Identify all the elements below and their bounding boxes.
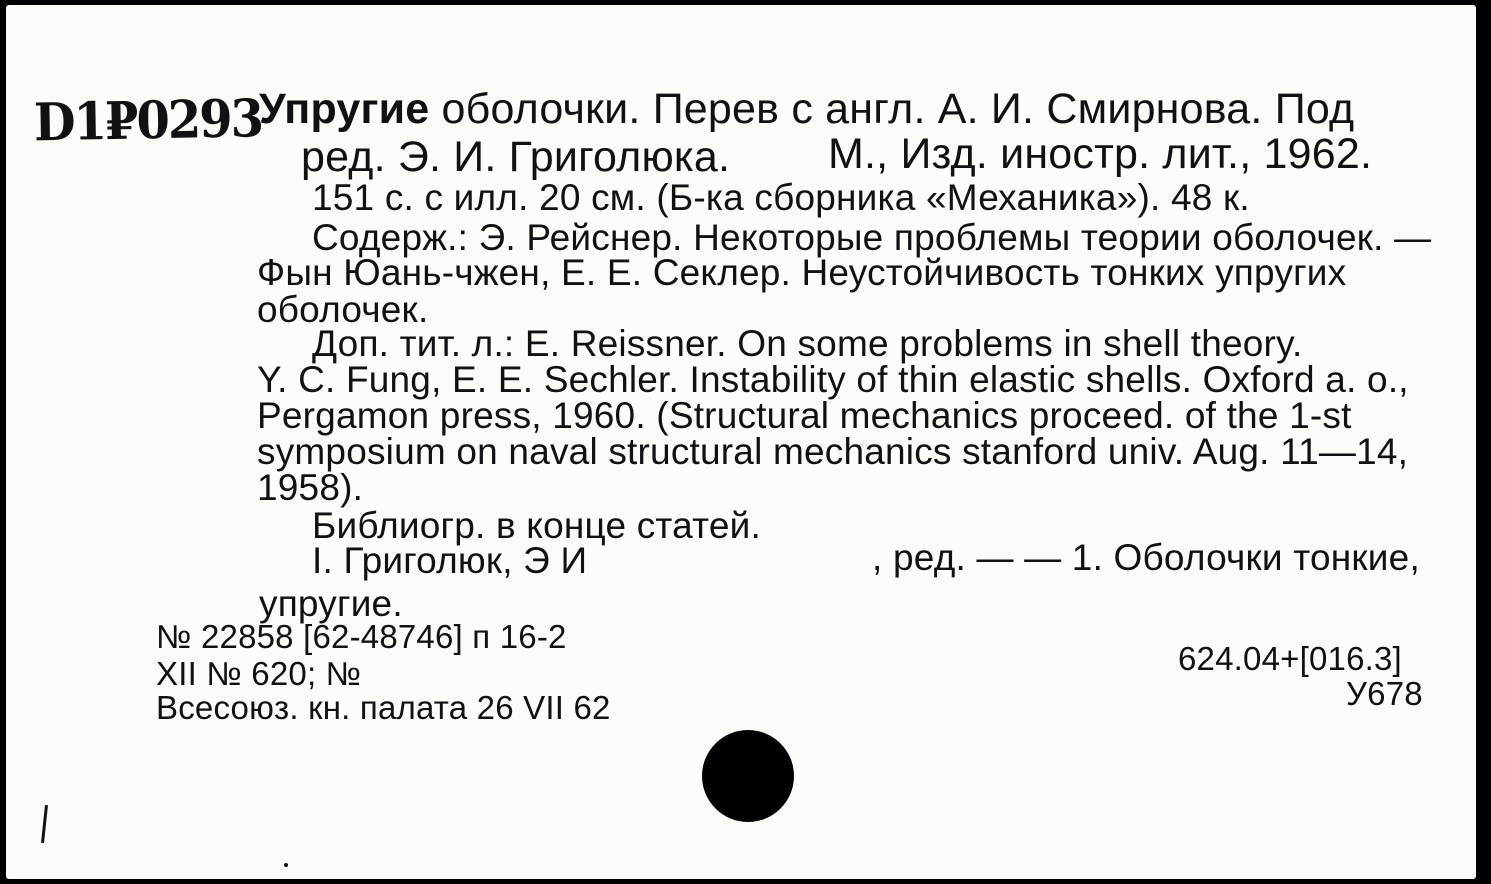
title-rest: оболочки. Перев с англ. А. И. Смирнова. Под <box>429 85 1355 133</box>
title-bold-word: Упругие <box>259 85 430 133</box>
book-chamber: Всесоюз. кн. палата 26 VII 62 <box>156 689 611 726</box>
record-xii: XII № 620; № <box>156 655 362 692</box>
subject-headings-right: , ред. — — 1. Оболочки тонкие, <box>872 537 1420 578</box>
subject-headings-left: I. Григолюк, Э И <box>312 540 588 581</box>
editor-line: ред. Э. И. Григолюка. <box>301 133 731 181</box>
bibliography-note: Библиогр. в конце статей. <box>312 505 761 546</box>
scan-mark <box>41 805 48 843</box>
alt-title-line-1: Доп. тит. л.: E. Reissner. On some problems in shell theory. <box>312 323 1303 364</box>
author-mark: У678 <box>1346 675 1423 712</box>
alt-title-line-4: symposium on naval structural mechanics stanford univ. Aug. 11—14, <box>257 431 1409 472</box>
record-number: № 22858 [62-48746] п 16-2 <box>156 618 567 655</box>
contents-line-1: Содерж.: Э. Рейснер. Некоторые проблемы теории оболочек. — <box>312 217 1432 258</box>
publisher-line: М., Изд. иностр. лит., 1962. <box>828 130 1373 178</box>
title-line <box>259 85 1354 134</box>
scan-dot <box>284 863 288 867</box>
physical-description: 151 с. с илл. 20 см. (Б-ка сборника «Механика»). 48 к. <box>312 177 1250 218</box>
contents-line-3: оболочек. <box>257 289 429 330</box>
udc-code: 624.04+[016.3] <box>1178 640 1402 677</box>
subject-headings-cont: упругие. <box>259 583 403 624</box>
alt-title-line-5: 1958). <box>257 467 364 508</box>
alt-title-line-2: Y. C. Fung, E. E. Sechler. Instability of thin elastic shells. Oxford a. o., <box>257 359 1409 400</box>
accession-code: D1₽0293 <box>33 88 263 154</box>
contents-line-2: Фын Юань-чжен, Е. Е. Секлер. Неустойчивость тонких упругих <box>257 252 1347 293</box>
alt-title-line-3: Pergamon press, 1960. (Structural mechanics proceed. of the 1-st <box>257 395 1352 436</box>
punch-hole <box>702 730 794 822</box>
catalog-card <box>6 5 1476 879</box>
